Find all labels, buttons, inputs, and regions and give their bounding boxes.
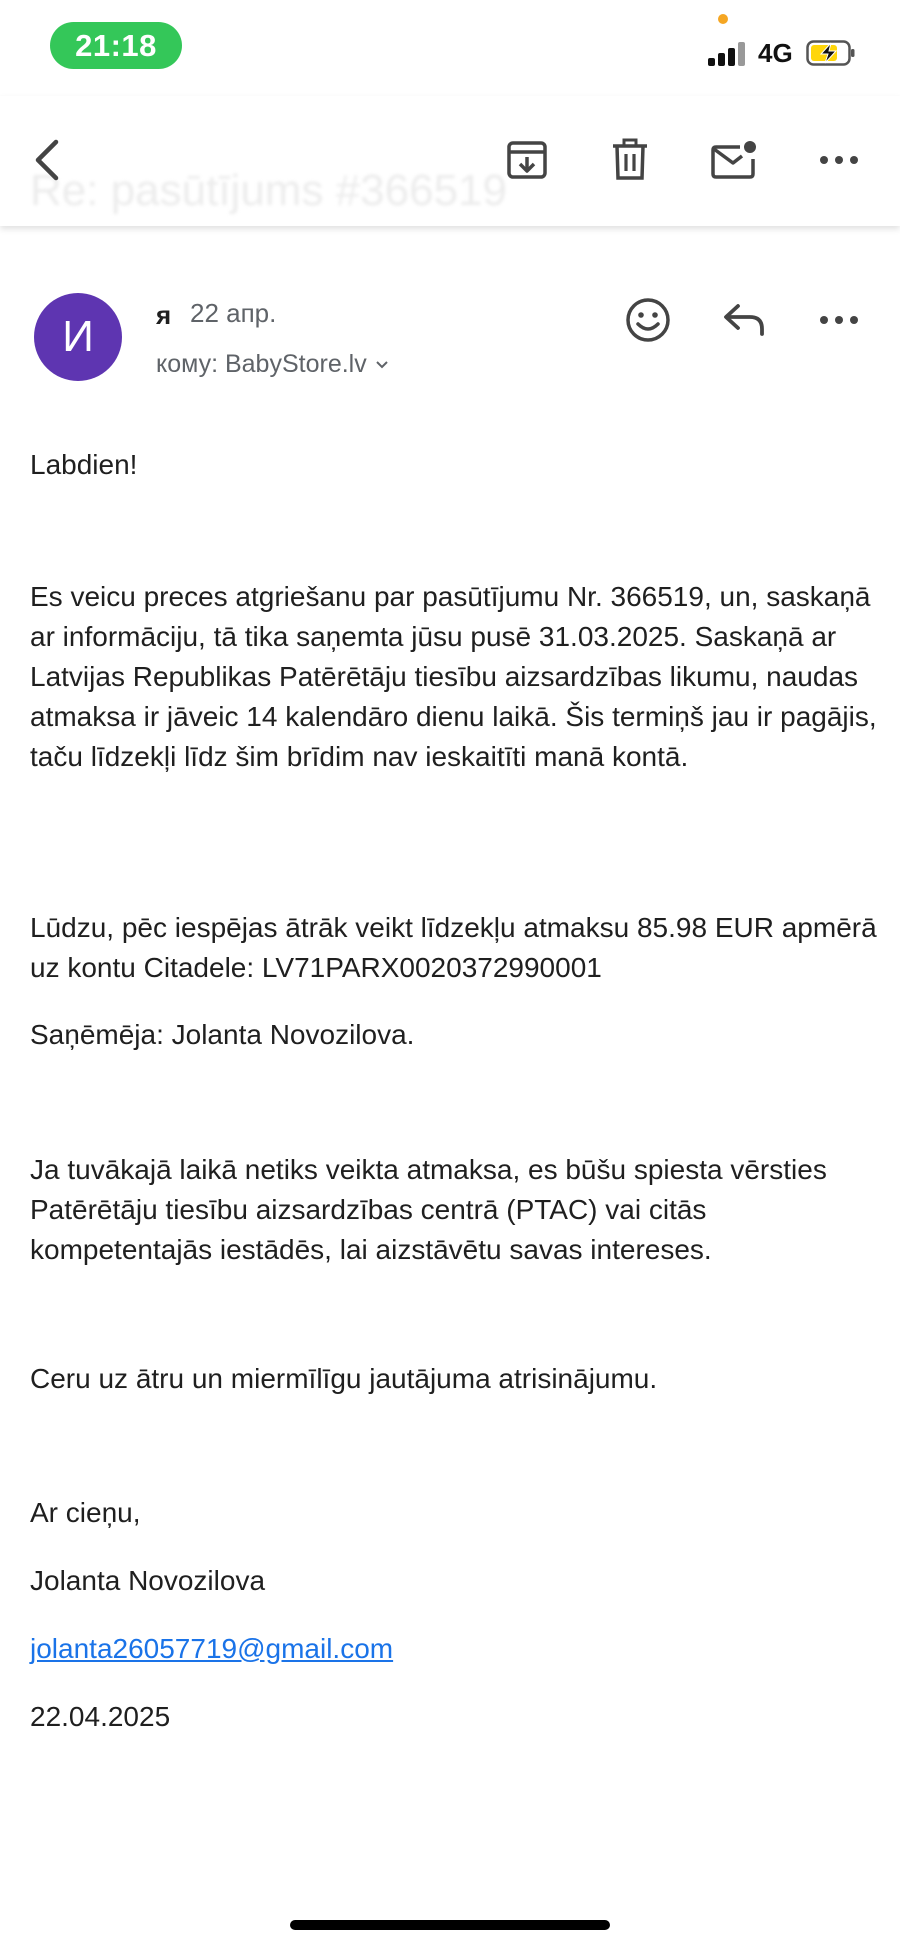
emoji-icon: [625, 297, 671, 343]
back-button[interactable]: [24, 136, 72, 184]
mark-unread-icon: [710, 139, 758, 181]
add-reaction-button[interactable]: [624, 296, 672, 344]
battery-charging-icon: [806, 40, 856, 66]
greeting: Labdien!: [30, 449, 138, 480]
cellular-signal-icon: [708, 42, 750, 66]
body-paragraph: Ceru uz ātru un miermīlīgu jautājuma atrisinājumu.: [30, 1363, 658, 1394]
privacy-indicator-dot: [718, 14, 728, 24]
message-toolbar: [0, 96, 900, 226]
archive-button[interactable]: [503, 136, 551, 184]
reply-button[interactable]: [720, 296, 768, 344]
body-paragraph: Saņēmēja: Jolanta Novozilova.: [30, 1019, 415, 1050]
archive-icon: [506, 139, 548, 181]
status-time: 21:18: [50, 22, 182, 69]
recipient-label: кому: BabyStore.lv: [156, 350, 367, 378]
email-link[interactable]: jolanta26057719@gmail.com: [30, 1633, 394, 1664]
delete-button[interactable]: [606, 136, 654, 184]
body-paragraph: Ja tuvākajā laikā netiks veikta atmaksa, es būšu spiesta vērsties Patērētāju tiesību aizsardzības centrā (PTAC) vai citās kompetentajās iestādēs, lai aizstāvētu savas intereses.: [30, 1154, 827, 1265]
signature-date: 22.04.2025: [30, 1701, 171, 1732]
closing: Ar cieņu,: [30, 1497, 141, 1528]
body-paragraph: Es veicu preces atgriešanu par pasūtījumu Nr. 366519, un, saskaņā ar informāciju, tā tika saņemta jūsu pusē 31.03.2025. Saskaņā ar Latvijas Republikas Patērētāju tiesību aizsardzības likumu, naudas atmaksa ir jāveic 14 kalendāro dienu laikā. Šis termiņš jau ir pagājis, taču līdzekļi līdz šim brīdim nav ieskaitīti manā kontā.: [30, 581, 877, 772]
mark-unread-button[interactable]: [710, 136, 758, 184]
collapsed-subject: Re: pasūtījums #366519: [30, 166, 507, 215]
network-type: 4G: [758, 38, 793, 68]
sender-name[interactable]: я: [156, 300, 172, 330]
chevron-down-icon: [375, 360, 389, 370]
back-arrow-icon: [28, 138, 68, 182]
reply-icon: [722, 302, 766, 338]
body-paragraph: Lūdzu, pēc iespējas ātrāk veikt līdzekļu atmaksu 85.98 EUR apmērā uz kontu Citadele: LV71PARX0020372990001: [30, 912, 877, 983]
status-bar: [0, 0, 900, 96]
more-icon: [819, 315, 859, 325]
more-icon: [819, 155, 859, 165]
message-date: 22 апр.: [190, 298, 277, 328]
more-options-button[interactable]: [815, 136, 863, 184]
message-more-button[interactable]: [815, 296, 863, 344]
recipient-details-toggle[interactable]: [156, 350, 389, 379]
signature-name: Jolanta Novozilova: [30, 1565, 266, 1596]
home-indicator[interactable]: [290, 1920, 610, 1930]
sender-avatar[interactable]: И: [34, 293, 122, 381]
trash-icon: [610, 138, 650, 182]
